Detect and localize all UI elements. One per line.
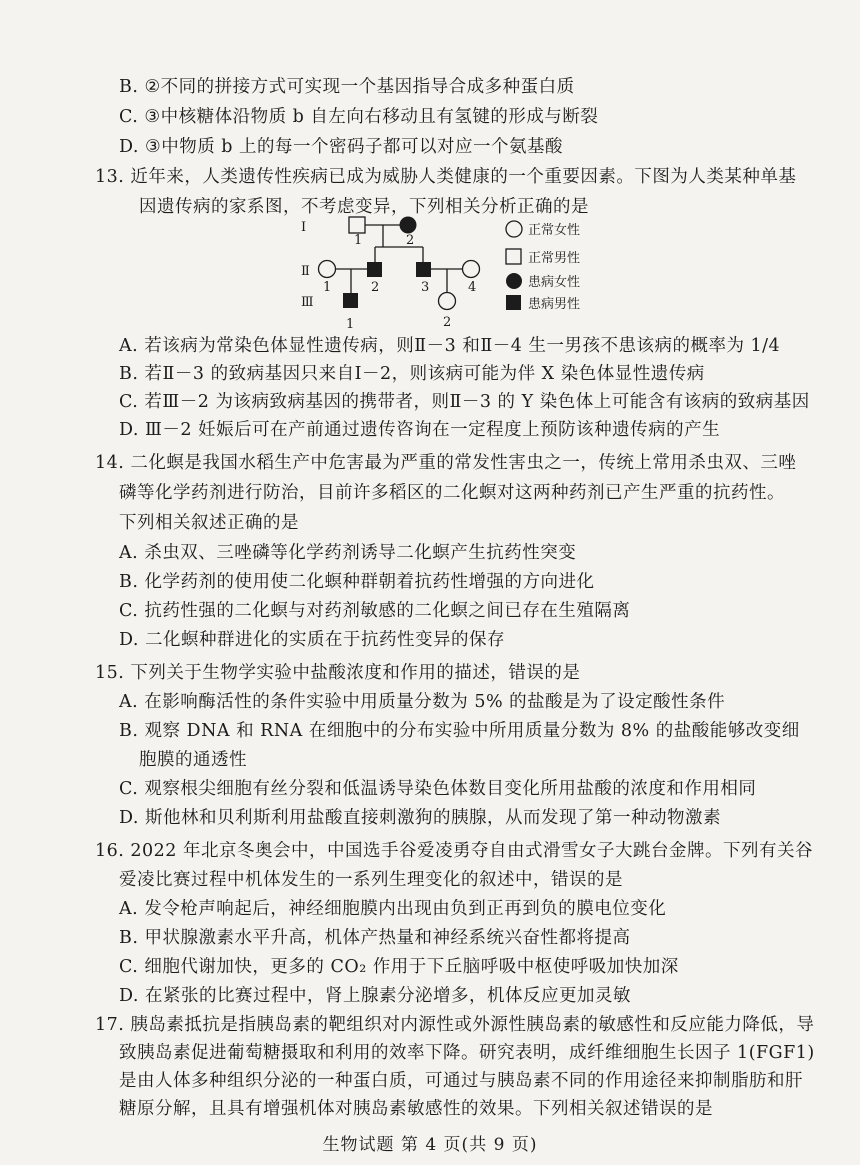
i2-affected-female: [400, 217, 417, 234]
ii2-number: 2: [371, 280, 380, 295]
q16-option-b: B. 甲状腺激素水平升高，机体产热量和神经系统兴奋性都将提高: [119, 928, 631, 948]
legend-affected-male-label: 患病男性: [528, 297, 581, 312]
q14-stem-line3: 下列相关叙述正确的是: [119, 513, 299, 533]
q17-stem-line3: 是由人体多种组织分泌的一种蛋白质，可通过与胰岛素不同的作用途径来抑制脂肪和肝: [119, 1071, 803, 1091]
iii2-number: 2: [443, 315, 452, 330]
legend-affected-female-label: 患病女性: [528, 275, 581, 290]
gen-label-1: Ⅰ: [301, 220, 307, 235]
q16-option-a: A. 发令枪声响起后，神经细胞膜内出现由负到正再到负的膜电位变化: [119, 899, 667, 919]
q13-option-b: B. 若Ⅱ－3 的致病基因只来自Ⅰ－2，则该病可能为伴 X 染色体显性遗传病: [119, 364, 705, 384]
ii1-normal-female: [319, 261, 336, 278]
option-b-q12: B. ②不同的拼接方式可实现一个基因指导合成多种蛋白质: [119, 77, 575, 97]
option-d-q12: D. ③中物质 b 上的每一个密码子都可以对应一个氨基酸: [119, 137, 564, 157]
ii4-number: 4: [468, 280, 477, 295]
q17-stem-line1: 17. 胰岛素抵抗是指胰岛素的靶组织对内源性或外源性胰岛素的敏感性和反应能力降低，导: [95, 1015, 815, 1035]
q16-stem-line2: 爱凌比赛过程中机体发生的一系列生理变化的叙述中，错误的是: [119, 870, 623, 890]
q13-stem-line1: 13. 近年来，人类遗传性疾病已成为威胁人类健康的一个重要因素。下图为人类某种单基: [95, 167, 797, 187]
iii2-normal-female: [439, 293, 456, 310]
page-footer: 生物试题 第 4 页(共 9 页): [322, 1135, 538, 1155]
ii3-affected-male: [416, 262, 431, 277]
q14-option-a: A. 杀虫双、三唑磷等化学药剂诱导二化螟产生抗药性突变: [119, 543, 577, 563]
i1-normal-male: [349, 217, 365, 233]
ii2-affected-male: [367, 262, 382, 277]
q14-option-d: D. 二化螟种群进化的实质在于抗药性变异的保存: [119, 630, 506, 650]
ii3-number: 3: [421, 280, 430, 295]
pedigree-chart: [295, 205, 615, 335]
q15-option-b-line2: 胞膜的通透性: [139, 750, 247, 770]
iii1-affected-male: [343, 293, 358, 308]
q14-stem-line2: 磷等化学药剂进行防治，目前许多稻区的二化螟对这两种药剂已产生严重的抗药性。: [119, 483, 785, 503]
q15-option-c: C. 观察根尖细胞有丝分裂和低温诱导染色体数目变化所用盐酸的浓度和作用相同: [119, 779, 757, 799]
q13-stem-line2: 因遗传病的家系图，不考虑变异，下列相关分析正确的是: [139, 197, 589, 217]
legend-affected-male-icon: [506, 295, 521, 310]
legend-normal-female-icon: [506, 221, 522, 237]
q16-option-d: D. 在紧张的比赛过程中，肾上腺素分泌增多，机体反应更加灵敏: [119, 986, 632, 1006]
q15-stem: 15. 下列关于生物学实验中盐酸浓度和作用的描述，错误的是: [95, 663, 581, 683]
ii4-normal-female: [463, 261, 480, 278]
q16-stem-line1: 16. 2022 年北京冬奥会中，中国选手谷爱凌勇夺自由式滑雪女子大跳台金牌。下列有关谷: [95, 841, 813, 861]
legend-affected-female-icon: [506, 273, 522, 289]
q14-option-b: B. 化学药剂的使用使二化螟种群朝着抗药性增强的方向进化: [119, 572, 595, 592]
q17-stem-line4: 糖原分解，且具有增强机体对胰岛素敏感性的效果。下列相关叙述错误的是: [119, 1099, 713, 1119]
i1-number: 1: [354, 233, 363, 248]
q13-option-d: D. Ⅲ－2 妊娠后可在产前通过遗传咨询在一定程度上预防该种遗传病的产生: [119, 420, 721, 440]
ii1-number: 1: [323, 280, 332, 295]
q15-option-d: D. 斯他林和贝利斯利用盐酸直接刺激狗的胰腺，从而发现了第一种动物激素: [119, 808, 722, 828]
q16-option-c: C. 细胞代谢加快，更多的 CO₂ 作用于下丘脑呼吸中枢使呼吸加快加深: [119, 957, 679, 977]
gen-label-2: Ⅱ: [301, 264, 310, 279]
option-c-q12: C. ③中核糖体沿物质 b 自左向右移动且有氢键的形成与断裂: [119, 107, 599, 127]
q14-stem-line1: 14. 二化螟是我国水稻生产中危害最为严重的常发性害虫之一，传统上常用杀虫双、三唑: [95, 453, 797, 473]
q17-stem-line2: 致胰岛素促进葡萄糖摄取和利用的效率下降。研究表明，成纤维细胞生长因子 1(FGF1): [119, 1043, 815, 1063]
q15-option-b-line1: B. 观察 DNA 和 RNA 在细胞中的分布实验中所用质量分数为 8% 的盐酸能够改变细: [119, 721, 800, 741]
q13-option-c: C. 若Ⅲ－2 为该病致病基因的携带者，则Ⅱ－3 的 Y 染色体上可能含有该病的致病基因: [119, 392, 810, 412]
legend-normal-female-label: 正常女性: [528, 223, 581, 238]
iii1-number: 1: [346, 317, 355, 332]
gen-label-3: Ⅲ: [301, 295, 314, 310]
q14-option-c: C. 抗药性强的二化螟与对药剂敏感的二化螟之间已存在生殖隔离: [119, 601, 631, 621]
q13-option-a: A. 若该病为常染色体显性遗传病，则Ⅱ－3 和Ⅱ－4 生一男孩不患该病的概率为 1/4: [119, 336, 781, 356]
q15-option-a: A. 在影响酶活性的条件实验中用质量分数为 5% 的盐酸是为了设定酸性条件: [119, 692, 726, 712]
legend-normal-male-label: 正常男性: [528, 251, 581, 266]
i2-number: 2: [406, 233, 415, 248]
legend-normal-male-icon: [506, 249, 521, 264]
